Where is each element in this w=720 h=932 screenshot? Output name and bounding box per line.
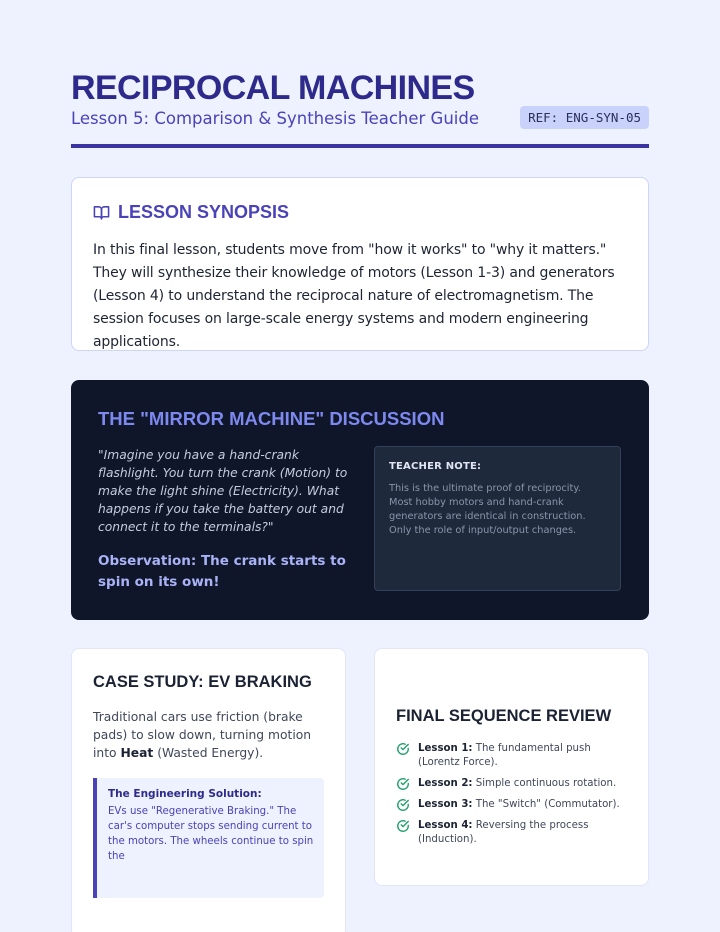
observation-text: Observation: The crank starts to spin on its own! xyxy=(98,553,346,590)
teacher-note-body: This is the ultimate proof of reciprocity. Most hobby motors and hand-crank generators are identical in construction. Only the role of input/output changes. xyxy=(389,483,586,536)
review-item-label: Lesson 3: xyxy=(418,799,473,810)
review-item-desc: The "Switch" (Commutator). xyxy=(472,799,620,810)
check-circle-icon xyxy=(396,742,410,756)
case-study-text xyxy=(93,708,324,762)
synopsis-heading xyxy=(93,200,627,224)
review-item-label: Lesson 2: xyxy=(418,778,473,789)
synopsis-title: LESSON SYNOPSIS xyxy=(118,201,290,222)
case-study-title: CASE STUDY: EV BRAKING xyxy=(93,673,312,691)
case-study-card xyxy=(71,648,346,932)
page-header xyxy=(71,68,649,148)
list-item xyxy=(396,819,627,847)
mirror-discussion xyxy=(98,446,348,593)
review-title: FINAL SEQUENCE REVIEW xyxy=(396,707,612,725)
sequence-review-card xyxy=(374,648,649,886)
review-item-label: Lesson 4: xyxy=(418,820,473,831)
solution-title: The Engineering Solution: xyxy=(108,788,262,800)
mirror-title: THE "MIRROR MACHINE" DISCUSSION xyxy=(98,408,445,429)
book-open-icon xyxy=(93,204,110,221)
discussion-quote: "Imagine you have a hand-crank flashlight. You turn the crank (Motion) to make the light shine (Electricity). What happens if you take the battery out and connect it to the terminals?" xyxy=(98,448,348,534)
list-item xyxy=(396,777,627,791)
page-subtitle: Lesson 5: Comparison & Synthesis Teacher Guide xyxy=(71,109,479,128)
mirror-machine-panel xyxy=(71,380,649,620)
list-item xyxy=(396,798,627,812)
case-study-text-bold: Heat xyxy=(120,746,154,760)
teacher-note-label: TEACHER NOTE: xyxy=(389,461,482,472)
check-circle-icon xyxy=(396,777,410,791)
check-circle-icon xyxy=(396,819,410,833)
synopsis-body: In this final lesson, students move from "how it works" to "why it matters." They will synthesize their knowledge of motors (Lesson 1-3) and generators (Lesson 4) to understand the reciprocal nature of electromagnetism. The session focuses on large-scale energy systems and modern engineering applications. xyxy=(93,242,615,350)
case-study-text-end: (Wasted Energy). xyxy=(153,746,264,760)
lesson-synopsis-card xyxy=(71,177,649,351)
list-item xyxy=(396,742,627,770)
teacher-note-box xyxy=(374,446,621,591)
review-item-desc: The fundamental push (Lorentz Force). xyxy=(418,743,591,768)
review-item-text xyxy=(418,819,627,847)
review-item-label: Lesson 1: xyxy=(418,743,473,754)
engineering-solution-box xyxy=(93,778,324,898)
page-title: RECIPROCAL MACHINES xyxy=(71,69,475,107)
review-list xyxy=(396,742,627,847)
review-item-desc: Reversing the process (Induction). xyxy=(418,820,589,845)
ref-badge: REF: ENG-SYN-05 xyxy=(520,106,649,129)
case-study-text-start: Traditional cars use friction (brake pads) to slow down, turning motion into xyxy=(93,710,312,760)
review-item-text xyxy=(418,777,616,791)
review-item-text xyxy=(418,798,620,812)
check-circle-icon xyxy=(396,798,410,812)
solution-body: EVs use "Regenerative Braking." The car's computer stops sending current to the motors. The wheels continue to spin the xyxy=(108,806,314,862)
review-item-desc: Simple continuous rotation. xyxy=(472,778,617,789)
review-item-text xyxy=(418,742,627,770)
